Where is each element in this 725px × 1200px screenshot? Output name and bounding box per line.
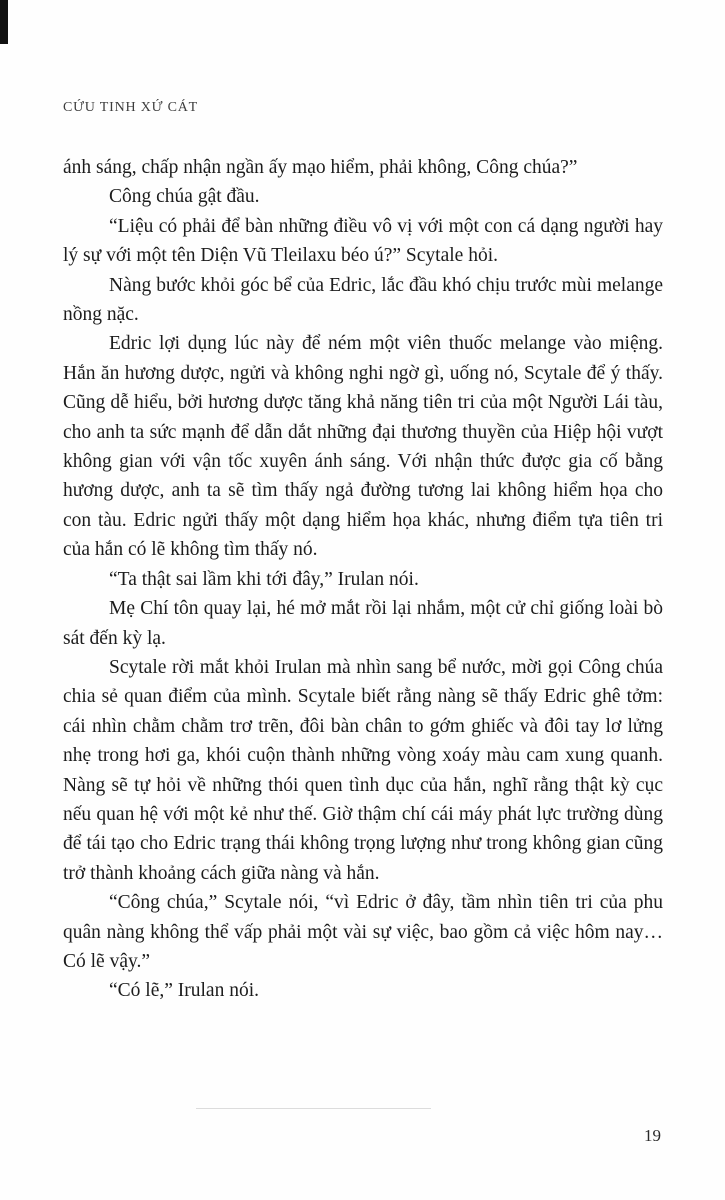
paragraph: “Ta thật sai lầm khi tới đây,” Irulan nói. — [109, 568, 419, 590]
paragraph: “Có lẽ,” Irulan nói. — [109, 980, 259, 1002]
paragraph: “Liệu có phải để bàn những điều vô vị với một con cá dạng người hay lý sự với một tên Diện Vũ Tleilaxu béo ú?” Scytale hỏi. — [63, 215, 663, 267]
page-body-text — [63, 153, 663, 1006]
paragraph: “Công chúa,” Scytale nói, “vì Edric ở đây, tầm nhìn tiên tri của phu quân nàng không thể vấp phải một vài sự việc, bao gồm cả việc hôm nay… Có lẽ vậy.” — [63, 892, 663, 972]
running-header: CỨU TINH XỨ CÁT — [63, 100, 198, 115]
page-number: 19 — [644, 1126, 661, 1145]
paragraph: Công chúa gật đầu. — [109, 186, 260, 208]
paragraph: Nàng bước khỏi góc bể của Edric, lắc đầu khó chịu trước mùi melange nồng nặc. — [63, 274, 663, 326]
paragraph: Mẹ Chí tôn quay lại, hé mở mắt rồi lại nhắm, một cử chỉ giống loài bò sát đến kỳ lạ. — [63, 598, 663, 649]
paragraph: Edric lợi dụng lúc này để ném một viên thuốc melange vào miệng. Hắn ăn hương dược, ngửi và không nghi ngờ gì, uống nó, Scytale để ý thấy. Cũng dễ hiểu, bởi hương dược tăng khả năng tiên tri của một Người Lái tàu, cho anh ta sức mạnh để dẫn dắt những đại thương thuyền của Hiệp hội vượt không gian với vận tốc xuyên ánh sáng. Với nhận thức được gia cố bằng hương dược, anh ta sẽ tìm thấy ngả đường tương lai không hiểm họa cho con tàu. Edric ngửi thấy một dạng hiểm họa khác, nhưng điểm tựa tiên tri của hắn có lẽ không tìm thấy nó. — [63, 333, 663, 561]
paragraph: Scytale rời mắt khỏi Irulan mà nhìn sang bể nước, mời gọi Công chúa chia sẻ quan điểm của mình. Scytale biết rằng nàng sẽ thấy Edric ghê tởm: cái nhìn chằm chằm trơ trẽn, đôi bàn chân to gớm ghiếc và đôi tay lơ lửng nhẹ trong hơi ga, khói cuộn thành những vòng xoáy màu cam xung quanh. Nàng sẽ tự hỏi về những thói quen tình dục của hắn, nghĩ rằng thật kỳ cục nếu quan hệ với một kẻ như thế. Giờ thậm chí cái máy phát lực trường dùng để tái tạo cho Edric trạng thái không trọng lượng như trong không gian cũng trở thành khoảng cách giữa nàng và hắn. — [63, 656, 663, 884]
paragraph: ánh sáng, chấp nhận ngần ấy mạo hiểm, phải không, Công chúa?” — [63, 157, 578, 178]
scan-artifact-line — [196, 1108, 431, 1109]
scan-artifact-corner — [0, 0, 8, 44]
